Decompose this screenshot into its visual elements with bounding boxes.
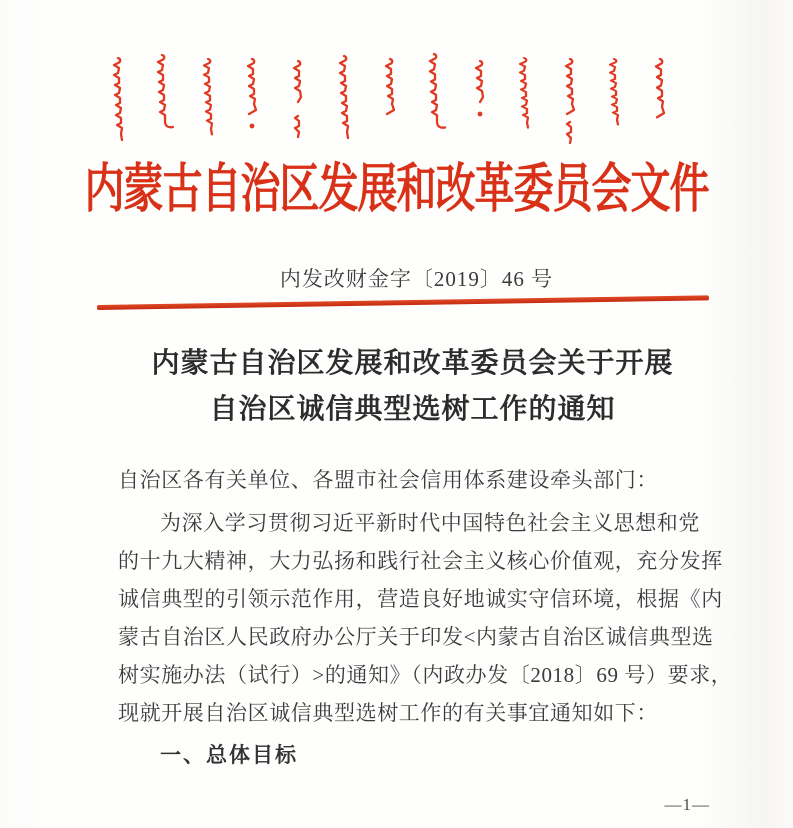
salutation-line: 自治区各有关单位、各盟市社会信用体系建设牵头部门： bbox=[118, 468, 658, 492]
section-heading: 一、总体目标 bbox=[160, 744, 298, 767]
notice-title-line2: 自治区诚信典型选树工作的通知 bbox=[209, 394, 616, 425]
notice-title-line1: 内蒙古自治区发展和改革委员会关于开展 bbox=[151, 348, 674, 379]
red-separator-line bbox=[97, 295, 709, 309]
body-line: 树实施办法（试行）>的通知》（内政办发〔2018〕69 号）要求， bbox=[118, 663, 733, 687]
agency-banner-title: 内蒙古自治区发展和改革委员会文件 bbox=[84, 158, 709, 219]
document-number: 内发改财金字〔2019〕46 号 bbox=[279, 267, 554, 291]
body-line: 蒙古自治区人民政府办公厅关于印发<内蒙古自治区诚信典型选 bbox=[118, 625, 714, 649]
body-line: 的十九大精神，大力弘扬和践行社会主义核心价值观，充分发挥 bbox=[118, 549, 723, 573]
document-body bbox=[118, 461, 733, 775]
notice-title bbox=[16, 341, 793, 433]
body-line: 诚信典型的引领示范作用，营造良好地诚实守信环境，根据《内 bbox=[118, 587, 723, 611]
page-number: —1— bbox=[664, 795, 710, 814]
mongolian-script-header bbox=[104, 50, 699, 146]
body-line: 为深入学习贯彻习近平新时代中国特色社会主义思想和党 bbox=[160, 511, 700, 535]
body-line: 现就开展自治区诚信典型选树工作的有关事宜通知如下： bbox=[118, 701, 658, 725]
